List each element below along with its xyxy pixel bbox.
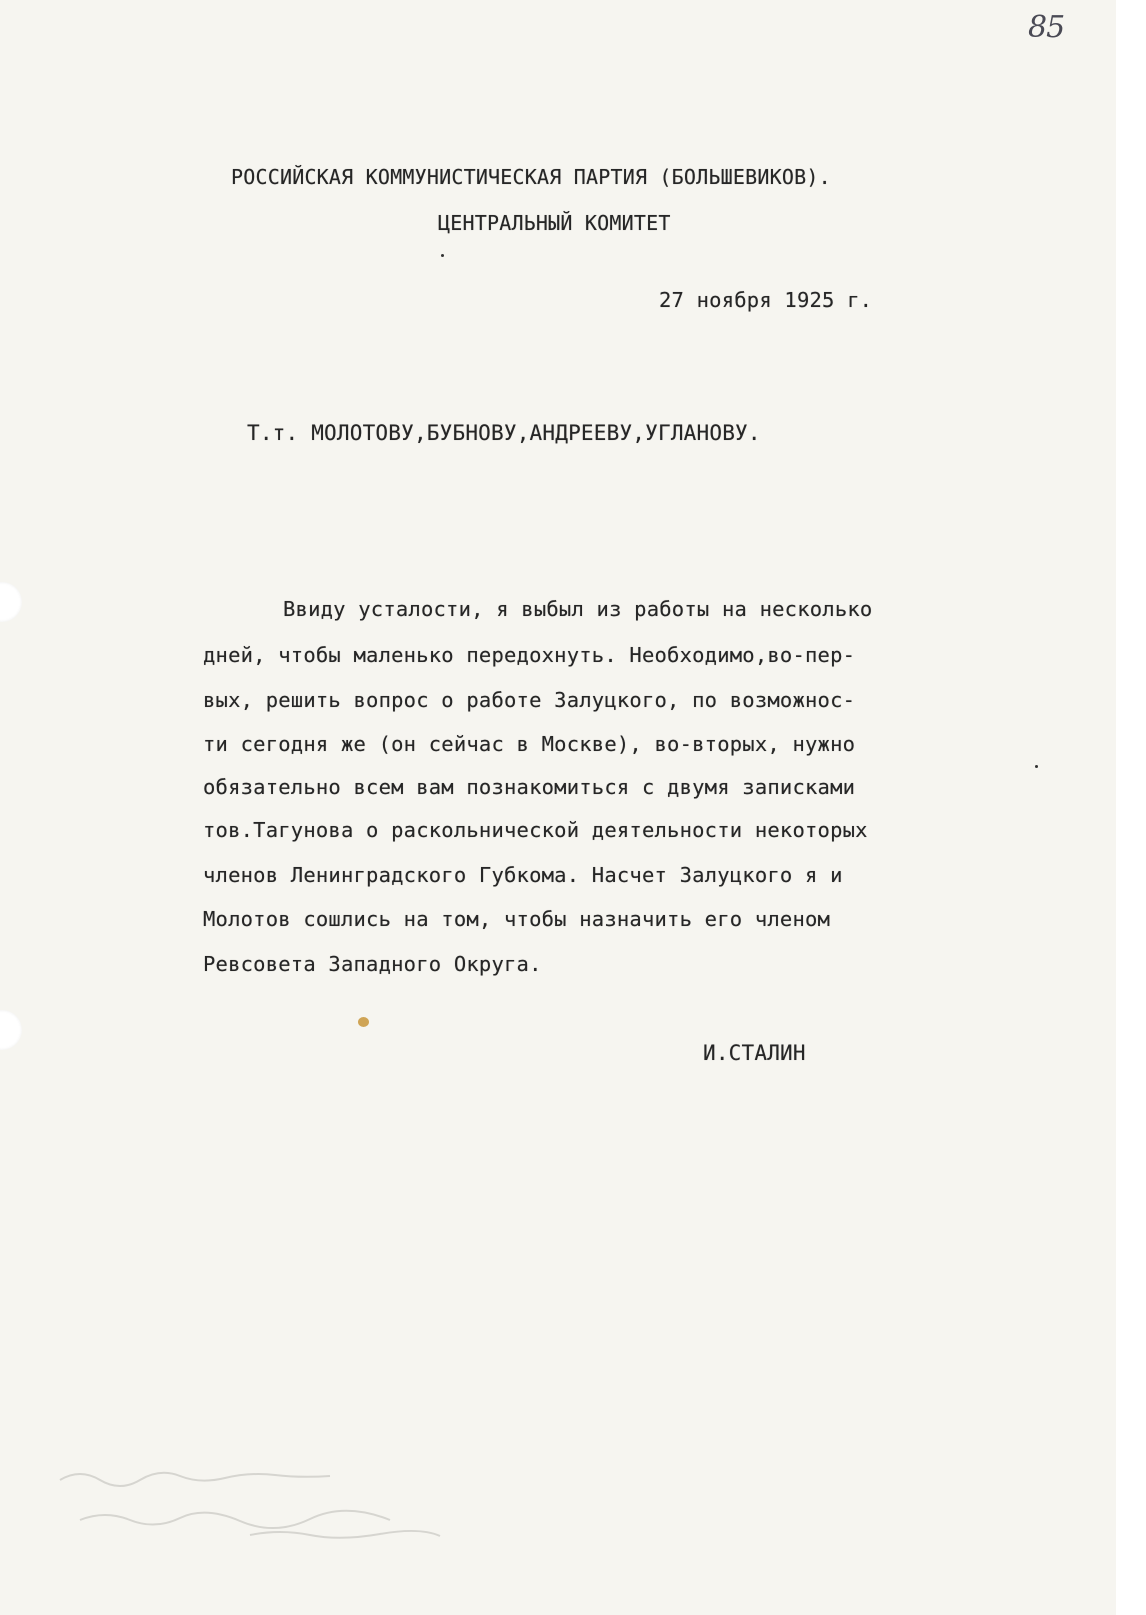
signature: И.СТАЛИН (703, 1041, 806, 1065)
addressee-line: Т.т. МОЛОТОВУ,БУБНОВУ,АНДРЕЕВУ,УГЛАНОВУ. (247, 421, 761, 445)
body-line: тов.Тагунова о раскольнической деятельности некоторых (203, 818, 868, 842)
body-line: дней, чтобы маленько передохнуть. Необходимо,во-пер- (203, 643, 856, 667)
scan-margin (1116, 0, 1146, 1615)
header-line-committee: ЦЕНТРАЛЬНЫЙ КОМИТЕТ (438, 211, 671, 235)
punch-hole-lower (0, 1010, 22, 1050)
stray-mark (1035, 765, 1038, 768)
body-line: Молотов сошлись на том, чтобы назначить его членом (203, 907, 831, 931)
body-line: ти сегодня же (он сейчас в Москве), во-вторых, нужно (203, 732, 856, 756)
stray-mark (441, 254, 444, 257)
body-line: Ввиду усталости, я выбыл из работы на несколько (283, 597, 873, 621)
body-line: Ревсовета Западного Округа. (203, 952, 542, 976)
faded-pencil-notation (50, 1440, 510, 1550)
letter-date: 27 ноября 1925 г. (659, 288, 873, 312)
header-line-party: РОССИЙСКАЯ КОММУНИСТИЧЕСКАЯ ПАРТИЯ (БОЛЬШЕВИКОВ). (231, 165, 831, 189)
folio-number: 85 (1028, 10, 1065, 45)
body-line: вых, решить вопрос о работе Залуцкого, по возможнос- (203, 688, 856, 712)
ink-stain (358, 1017, 369, 1027)
body-line: обязательно всем вам познакомиться с двумя записками (203, 775, 856, 799)
body-line: членов Ленинградского Губкома. Насчет Залуцкого я и (203, 863, 843, 887)
punch-hole-upper (0, 582, 22, 622)
